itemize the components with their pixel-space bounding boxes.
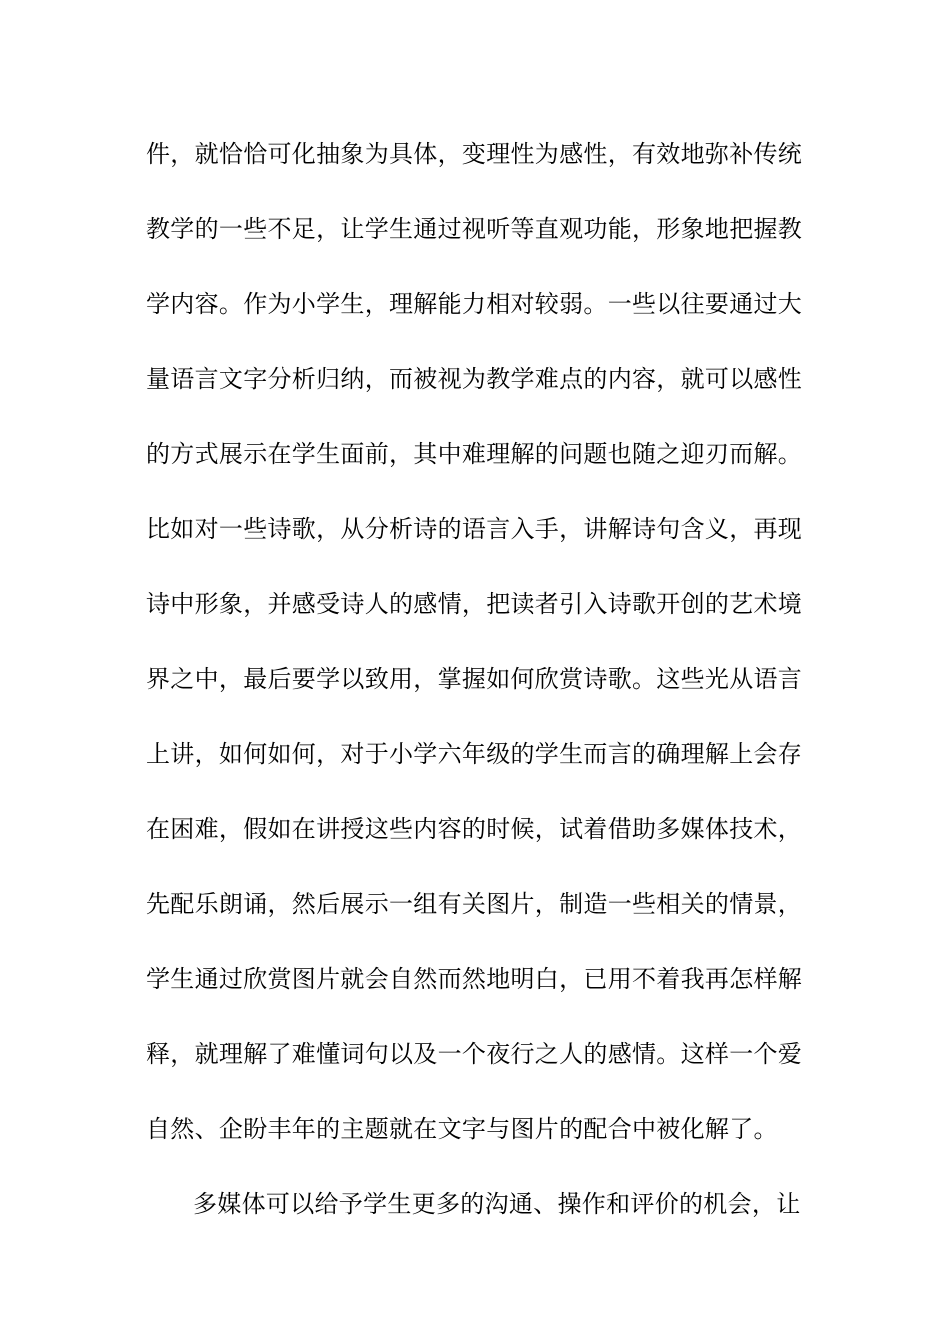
text-line: 诗中形象，并感受诗人的感情，把读者引入诗歌开创的艺术境 <box>146 590 803 618</box>
text-line: 教学的一些不足，让学生通过视听等直观功能，形象地把握教 <box>146 215 803 243</box>
text-line: 的方式展示在学生面前，其中难理解的问题也随之迎刃而解。 <box>146 440 803 468</box>
text-line: 在困难，假如在讲授这些内容的时候，试着借助多媒体技术， <box>146 815 803 843</box>
body-text <box>146 127 806 1252</box>
text-line: 自然、企盼丰年的主题就在文字与图片的配合中被化解了。 <box>146 1115 778 1143</box>
text-line: 界之中，最后要学以致用，掌握如何欣赏诗歌。这些光从语言 <box>146 665 803 693</box>
text-line: 先配乐朗诵，然后展示一组有关图片，制造一些相关的情景， <box>146 890 803 918</box>
text-line: 量语言文字分析归纳，而被视为教学难点的内容，就可以感性 <box>146 365 803 393</box>
text-line: 上讲，如何如何，对于小学六年级的学生而言的确理解上会存 <box>146 740 803 768</box>
text-line: 学内容。作为小学生，理解能力相对较弱。一些以往要通过大 <box>146 290 803 318</box>
paragraph-first-line: 多媒体可以给予学生更多的沟通、操作和评价的机会，让 <box>193 1190 801 1218</box>
text-line: 比如对一些诗歌，从分析诗的语言入手，讲解诗句含义，再现 <box>146 515 803 543</box>
text-line: 件，就恰恰可化抽象为具体，变理性为感性，有效地弥补传统 <box>146 140 803 168</box>
text-line: 释，就理解了难懂词句以及一个夜行之人的感情。这样一个爱 <box>146 1040 803 1068</box>
text-line: 学生通过欣赏图片就会自然而然地明白，已用不着我再怎样解 <box>146 965 803 993</box>
